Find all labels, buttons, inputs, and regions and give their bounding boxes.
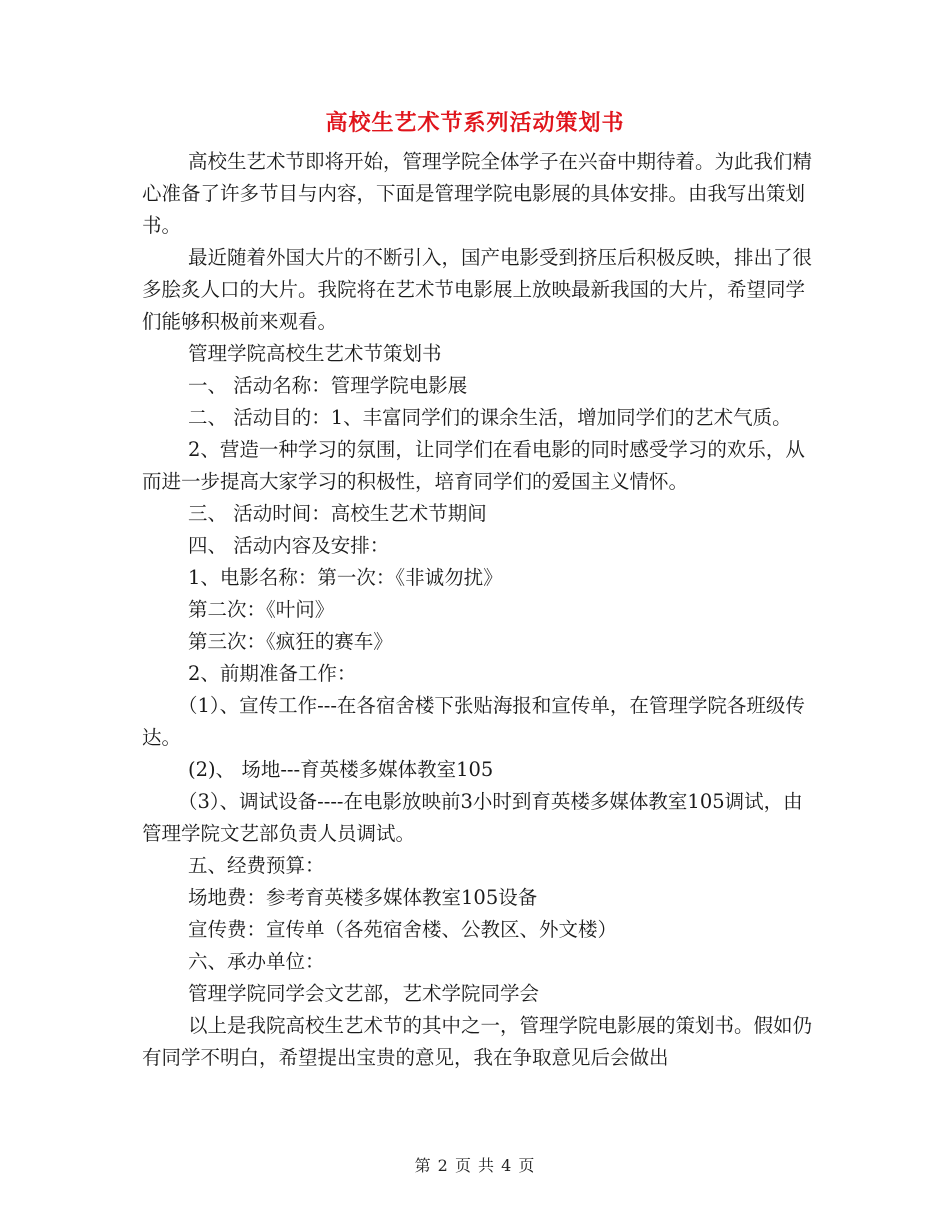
prep-item-publicity: （1）、宣传工作---在各宿舍楼下张贴海报和宣传单，在管理学院各班级传达。 <box>142 694 805 749</box>
movie-list-first: 1、电影名称：第一次：《非诚勿扰》 <box>188 566 503 589</box>
prep-item-venue: (2)、 场地---育英楼多媒体教室105 <box>188 758 494 781</box>
section-activity-content: 四、 活动内容及安排： <box>188 534 390 557</box>
prep-item-equipment: （3）、调试设备----在电影放映前3小时到育英楼多媒体教室105调试，由管理学院文艺部负责人员调试。 <box>142 790 803 845</box>
paragraph-background: 最近随着外国大片的不断引入，国产电影受到挤压后积极反映，排出了很多脍炙人口的大片。我院将在艺术节电影展上放映最新我国的大片，希望同学们能够积极前来观看。 <box>142 246 813 333</box>
budget-publicity-fee: 宣传费：宣传单（各苑宿舍楼、公教区、外文楼） <box>188 918 618 941</box>
section-activity-purpose: 二、 活动目的：1、丰富同学们的课余生活，增加同学们的艺术气质。 <box>188 406 792 429</box>
section-preparation: 2、前期准备工作： <box>188 662 357 685</box>
paragraph-purpose-2: 2、营造一种学习的氛围，让同学们在看电影的同时感受学习的欢乐，从而进一步提高大家学习的积极性，培育同学们的爱国主义情怀。 <box>142 438 805 493</box>
section-budget: 五、经费预算： <box>188 854 325 877</box>
paragraph-closing: 以上是我院高校生艺术节的其中之一，管理学院电影展的策划书。假如仍有同学不明白，希望提出宝贵的意见，我在争取意见后会做出 <box>142 1014 813 1069</box>
document-title: 高校生艺术节系列活动策划书 <box>325 110 625 136</box>
paragraph-plan-heading: 管理学院高校生艺术节策划书 <box>188 342 442 365</box>
section-activity-time: 三、 活动时间：高校生艺术节期间 <box>188 502 487 525</box>
paragraph-intro: 高校生艺术节即将开始，管理学院全体学子在兴奋中期待着。为此我们精心准备了许多节目与内容，下面是管理学院电影展的具体安排。由我写出策划书。 <box>142 150 813 237</box>
movie-list-second: 第二次：《叶问》 <box>188 598 335 621</box>
budget-venue-fee: 场地费：参考育英楼多媒体教室105设备 <box>188 886 538 909</box>
document-body <box>142 146 814 1074</box>
section-activity-name: 一、 活动名称：管理学院电影展 <box>188 374 468 397</box>
section-organizer: 六、承办单位： <box>188 950 325 973</box>
organizer-names: 管理学院同学会文艺部，艺术学院同学会 <box>188 982 540 1005</box>
page-footer: 第 2 页 共 4 页 <box>414 1156 536 1175</box>
movie-list-third: 第三次：《疯狂的赛车》 <box>188 630 393 653</box>
